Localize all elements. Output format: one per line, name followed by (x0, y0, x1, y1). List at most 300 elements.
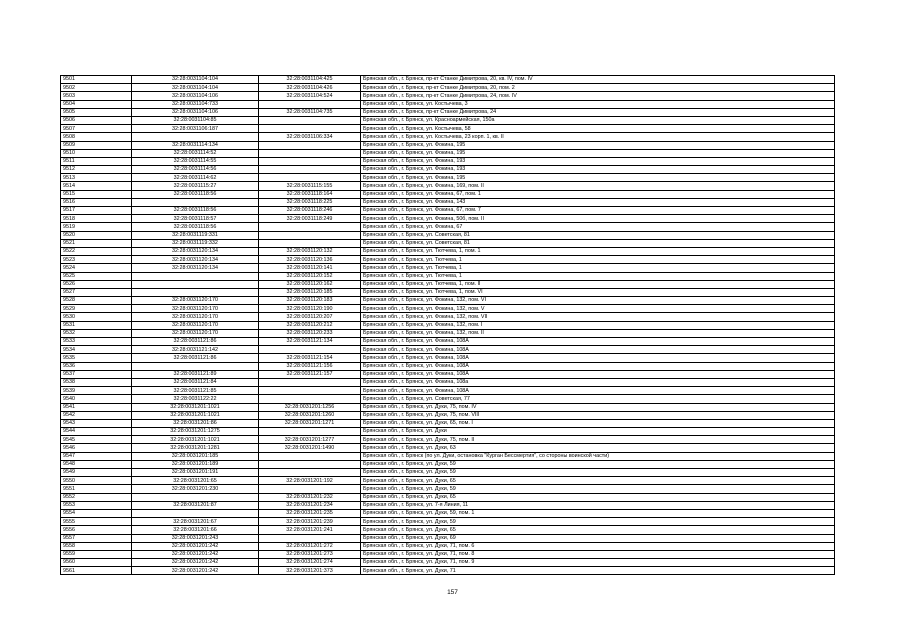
object-cadastral-number-cell: 32:28:0031201:274 (259, 559, 361, 567)
table-row (61, 378, 835, 386)
address-cell: Брянская обл., г. Брянск, ул. Дуки, 65 (361, 526, 835, 534)
row-number-cell: 9514 (61, 182, 132, 190)
object-cadastral-number-cell: 32:28:0031120:141 (259, 264, 361, 272)
table-row (61, 247, 835, 255)
object-cadastral-number-cell: 32:28:0031201:1260 (259, 411, 361, 419)
address-cell: Брянская обл., г. Брянск, ул. Фокина, 67, пом. 7 (361, 207, 835, 215)
row-number-cell: 9547 (61, 452, 132, 460)
row-number-cell: 9539 (61, 387, 132, 395)
table-row (61, 354, 835, 362)
table-row (61, 149, 835, 157)
object-cadastral-number-cell: 32:28:0031118:246 (259, 207, 361, 215)
cadastral-number-cell: 32:28:0031121:84 (132, 378, 259, 386)
object-cadastral-number-cell: 32:28:0031201:239 (259, 518, 361, 526)
row-number-cell: 9521 (61, 239, 132, 247)
object-cadastral-number-cell (259, 157, 361, 165)
object-cadastral-number-cell: 32:28:0031120:152 (259, 272, 361, 280)
table-row (61, 370, 835, 378)
address-cell: Брянская обл., г. Брянск, ул. Дуки, 69 (361, 534, 835, 542)
cadastral-number-cell (132, 362, 259, 370)
address-cell: Брянская обл., г. Брянск, ул. Фокина, 132, пом. VII (361, 313, 835, 321)
address-cell: Брянская обл., г. Брянск, ул. Фокина, 169, пом. II (361, 182, 835, 190)
table-row (61, 559, 835, 567)
registry-table-body (61, 76, 835, 575)
address-cell: Брянская обл., г. Брянск, ул. Фокина, 108А (361, 362, 835, 370)
table-row (61, 182, 835, 190)
table-row (61, 477, 835, 485)
cadastral-number-cell: 32:28:0031201:189 (132, 460, 259, 468)
row-number-cell: 9543 (61, 419, 132, 427)
cadastral-number-cell: 32:28:0031121:142 (132, 346, 259, 354)
address-cell: Брянская обл., г. Брянск, ул. Фокина, 193 (361, 157, 835, 165)
table-row (61, 313, 835, 321)
cadastral-number-cell: 32:28:0031118:56 (132, 207, 259, 215)
table-row (61, 223, 835, 231)
cadastral-number-cell (132, 509, 259, 517)
address-cell: Брянская обл., г. Брянск, ул. Советская, 81 (361, 239, 835, 247)
row-number-cell: 9524 (61, 264, 132, 272)
table-row (61, 231, 835, 239)
address-cell: Брянская обл., г. Брянск, ул. Дуки, 71, пом. 9 (361, 559, 835, 567)
cadastral-number-cell: 32:28:0031201:185 (132, 452, 259, 460)
cadastral-number-cell: 32:28:0031118:56 (132, 190, 259, 198)
cadastral-number-cell: 32:28:0031104:85 (132, 116, 259, 124)
cadastral-number-cell: 32:28:0031119:332 (132, 239, 259, 247)
address-cell: Брянская обл., г. Брянск, ул. Дуки, 65, пом. I (361, 419, 835, 427)
object-cadastral-number-cell (259, 223, 361, 231)
row-number-cell: 9551 (61, 485, 132, 493)
table-row (61, 362, 835, 370)
object-cadastral-number-cell: 32:28:0031120:190 (259, 305, 361, 313)
row-number-cell: 9558 (61, 542, 132, 550)
object-cadastral-number-cell (259, 231, 361, 239)
address-cell: Брянская обл., г. Брянск, ул. Фокина, 108А (361, 346, 835, 354)
cadastral-number-cell: 32:28:0031201:1021 (132, 436, 259, 444)
address-cell: Брянская обл., г. Брянск, ул. Костычева, 58 (361, 125, 835, 133)
table-row (61, 338, 835, 346)
address-cell: Брянская обл., г. Брянск, пр-кт Станке Димитрова, 24 (361, 108, 835, 116)
address-cell: Брянская обл., г. Брянск, ул. Советская, 81 (361, 231, 835, 239)
cadastral-number-cell: 32:28:0031104:104 (132, 84, 259, 92)
address-cell: Брянская обл., г. Брянск, ул. Фокина, 108А (361, 370, 835, 378)
cadastral-number-cell: 32:28:0031201:243 (132, 534, 259, 542)
object-cadastral-number-cell: 32:28:0031201:232 (259, 493, 361, 501)
cadastral-number-cell: 32:28:0031120:134 (132, 256, 259, 264)
object-cadastral-number-cell: 32:28:0031201:1490 (259, 444, 361, 452)
cadastral-number-cell: 32:28:0031121:85 (132, 387, 259, 395)
row-number-cell: 9505 (61, 108, 132, 116)
row-number-cell: 9531 (61, 321, 132, 329)
table-row (61, 297, 835, 305)
address-cell: Брянская обл., г. Брянск, ул. Тютчева, 1 (361, 256, 835, 264)
cadastral-number-cell (132, 133, 259, 141)
cadastral-number-cell: 32:28:0031201:67 (132, 518, 259, 526)
table-row (61, 509, 835, 517)
object-cadastral-number-cell: 32:28:0031106:334 (259, 133, 361, 141)
row-number-cell: 9550 (61, 477, 132, 485)
object-cadastral-number-cell: 32:28:0031201:235 (259, 509, 361, 517)
cadastral-number-cell: 32:28:0031201:65 (132, 477, 259, 485)
cadastral-number-cell: 32:28:0031114:52 (132, 149, 259, 157)
cadastral-number-cell: 32:28:0031201:1281 (132, 444, 259, 452)
object-cadastral-number-cell: 32:28:0031201:273 (259, 550, 361, 558)
table-row (61, 215, 835, 223)
object-cadastral-number-cell: 32:28:0031120:136 (259, 256, 361, 264)
address-cell: Брянская обл., г. Брянск, ул. Дуки, 59, пом. 1 (361, 509, 835, 517)
table-row (61, 288, 835, 296)
cadastral-number-cell: 32:28:0031201:242 (132, 542, 259, 550)
object-cadastral-number-cell: 32:28:0031118:225 (259, 198, 361, 206)
row-number-cell: 9512 (61, 166, 132, 174)
address-cell: Брянская обл., г. Брянск, ул. Дуки, 71, пом. 8 (361, 550, 835, 558)
cadastral-number-cell (132, 198, 259, 206)
address-cell: Брянская обл., г. Брянск, ул. Дуки, 65 (361, 493, 835, 501)
row-number-cell: 9525 (61, 272, 132, 280)
cadastral-number-cell: 32:28:0031118:57 (132, 215, 259, 223)
table-row (61, 526, 835, 534)
object-cadastral-number-cell (259, 387, 361, 395)
cadastral-number-cell: 32:28:0031201:242 (132, 559, 259, 567)
address-cell: Брянская обл., г. Брянск, ул. Дуки, 63 (361, 444, 835, 452)
cadastral-number-cell (132, 288, 259, 296)
row-number-cell: 9537 (61, 370, 132, 378)
table-row (61, 452, 835, 460)
object-cadastral-number-cell (259, 166, 361, 174)
table-row (61, 198, 835, 206)
cadastral-number-cell: 32:28:0031121:86 (132, 338, 259, 346)
cadastral-number-cell: 32:28:0031106:187 (132, 125, 259, 133)
object-cadastral-number-cell: 32:28:0031104:735 (259, 108, 361, 116)
row-number-cell: 9506 (61, 116, 132, 124)
table-row (61, 125, 835, 133)
row-number-cell: 9549 (61, 469, 132, 477)
row-number-cell: 9529 (61, 305, 132, 313)
address-cell: Брянская обл., г. Брянск, ул. Дуки, 59 (361, 485, 835, 493)
address-cell: Брянская обл., г. Брянск, ул. Фокина, 132, пом. VI (361, 297, 835, 305)
object-cadastral-number-cell: 32:28:0031121:154 (259, 354, 361, 362)
object-cadastral-number-cell: 32:28:0031104:426 (259, 84, 361, 92)
row-number-cell: 9542 (61, 411, 132, 419)
cadastral-number-cell: 32:28:0031120:170 (132, 305, 259, 313)
address-cell: Брянская обл., г. Брянск, ул. Фокина, 50б, пом. II (361, 215, 835, 223)
page-number: 157 (447, 589, 458, 596)
object-cadastral-number-cell (259, 469, 361, 477)
table-row (61, 411, 835, 419)
table-row (61, 534, 835, 542)
cadastral-number-cell: 32:28:0031120:134 (132, 247, 259, 255)
cadastral-number-cell: 32:28:0031114:56 (132, 166, 259, 174)
cadastral-number-cell: 32:28:0031119:331 (132, 231, 259, 239)
row-number-cell: 9541 (61, 403, 132, 411)
table-row (61, 305, 835, 313)
object-cadastral-number-cell (259, 346, 361, 354)
row-number-cell: 9520 (61, 231, 132, 239)
table-row (61, 272, 835, 280)
object-cadastral-number-cell: 32:28:0031120:212 (259, 321, 361, 329)
object-cadastral-number-cell (259, 149, 361, 157)
object-cadastral-number-cell: 32:28:0031201:1277 (259, 436, 361, 444)
cadastral-number-cell: 32:28:0031121:89 (132, 370, 259, 378)
cadastral-number-cell: 32:28:0031104:106 (132, 92, 259, 100)
table-row (61, 460, 835, 468)
object-cadastral-number-cell: 32:28:0031120:162 (259, 280, 361, 288)
table-row (61, 256, 835, 264)
row-number-cell: 9501 (61, 76, 132, 84)
table-row (61, 485, 835, 493)
table-row (61, 166, 835, 174)
object-cadastral-number-cell: 32:28:0031201:272 (259, 542, 361, 550)
cadastral-number-cell: 32:28:0031201:1021 (132, 403, 259, 411)
row-number-cell: 9555 (61, 518, 132, 526)
table-row (61, 207, 835, 215)
cadastral-number-cell (132, 272, 259, 280)
address-cell: Брянская обл., г. Брянск, ул. Советская, 77 (361, 395, 835, 403)
cadastral-number-cell: 32:28:0031104:106 (132, 108, 259, 116)
address-cell: Брянская обл., г. Брянск, ул. Фокина, 195 (361, 141, 835, 149)
row-number-cell: 9546 (61, 444, 132, 452)
row-number-cell: 9532 (61, 329, 132, 337)
object-cadastral-number-cell (259, 141, 361, 149)
row-number-cell: 9556 (61, 526, 132, 534)
address-cell: Брянская обл., г. Брянск, ул. Фокина, 143 (361, 198, 835, 206)
cadastral-number-cell: 32:28:0031201:191 (132, 469, 259, 477)
table-row (61, 108, 835, 116)
object-cadastral-number-cell (259, 452, 361, 460)
address-cell: Брянская обл., г. Брянск, ул. Дуки, 59 (361, 518, 835, 526)
cadastral-number-cell: 32:28:0031114:62 (132, 174, 259, 182)
table-row (61, 346, 835, 354)
address-cell: Брянская обл., г. Брянск, ул. Фокина, 132, пом. V (361, 305, 835, 313)
table-row (61, 387, 835, 395)
object-cadastral-number-cell (259, 116, 361, 124)
address-cell: Брянская обл., г. Брянск, ул. Дуки, 59 (361, 469, 835, 477)
cadastral-number-cell: 32:28:0031201:86 (132, 419, 259, 427)
address-cell: Брянская обл., г. Брянск, ул. Дуки (361, 428, 835, 436)
address-cell: Брянская обл., г. Брянск, ул. Фокина, 132, пом. II (361, 329, 835, 337)
address-cell: Брянская обл., г. Брянск, ул. Дуки, 75, пом. IV (361, 403, 835, 411)
row-number-cell: 9526 (61, 280, 132, 288)
row-number-cell: 9516 (61, 198, 132, 206)
object-cadastral-number-cell: 32:28:0031104:425 (259, 76, 361, 84)
row-number-cell: 9540 (61, 395, 132, 403)
table-row (61, 190, 835, 198)
row-number-cell: 9534 (61, 346, 132, 354)
cadastral-number-cell: 32:28:0031120:170 (132, 321, 259, 329)
cadastral-number-cell: 32:28:0031120:170 (132, 329, 259, 337)
cadastral-number-cell: 32:28:0031104:733 (132, 100, 259, 108)
address-cell: Брянская обл., г. Брянск, ул. Дуки, 71, пом. 6 (361, 542, 835, 550)
table-row (61, 542, 835, 550)
table-row (61, 444, 835, 452)
object-cadastral-number-cell: 32:28:0031120:183 (259, 297, 361, 305)
row-number-cell: 9557 (61, 534, 132, 542)
row-number-cell: 9502 (61, 84, 132, 92)
object-cadastral-number-cell: 32:28:0031121:156 (259, 362, 361, 370)
row-number-cell: 9513 (61, 174, 132, 182)
address-cell: Брянская обл., г. Брянск, пр-кт Станке Димитрова, 24, пом. IV (361, 92, 835, 100)
object-cadastral-number-cell: 32:28:0031201:373 (259, 567, 361, 575)
cadastral-number-cell: 32:28:0031114:55 (132, 157, 259, 165)
address-cell: Брянская обл., г. Брянск, ул. Дуки, 65 (361, 477, 835, 485)
table-row (61, 567, 835, 575)
row-number-cell: 9533 (61, 338, 132, 346)
table-row (61, 321, 835, 329)
row-number-cell: 9553 (61, 501, 132, 509)
object-cadastral-number-cell: 32:28:0031115:155 (259, 182, 361, 190)
address-cell: Брянская обл., г. Брянск, ул. Фокина, 108а (361, 378, 835, 386)
row-number-cell: 9503 (61, 92, 132, 100)
address-cell: Брянская обл., г. Брянск, ул. 7-я Линия, 11 (361, 501, 835, 509)
table-row (61, 436, 835, 444)
address-cell: Брянская обл., г. Брянск, ул. Фокина, 195 (361, 149, 835, 157)
row-number-cell: 9527 (61, 288, 132, 296)
table-row (61, 174, 835, 182)
table-row (61, 157, 835, 165)
row-number-cell: 9509 (61, 141, 132, 149)
cadastral-number-cell: 32:28:0031201:230 (132, 485, 259, 493)
address-cell: Брянская обл., г. Брянск, ул. Фокина, 108А (361, 338, 835, 346)
cadastral-number-cell: 32:28:0031120:170 (132, 297, 259, 305)
cadastral-number-cell: 32:28:0031114:134 (132, 141, 259, 149)
cadastral-number-cell: 32:28:0031201:1275 (132, 428, 259, 436)
table-row (61, 501, 835, 509)
row-number-cell: 9554 (61, 509, 132, 517)
cadastral-number-cell: 32:28:0031115:27 (132, 182, 259, 190)
row-number-cell: 9523 (61, 256, 132, 264)
row-number-cell: 9515 (61, 190, 132, 198)
table-row (61, 92, 835, 100)
row-number-cell: 9538 (61, 378, 132, 386)
address-cell: Брянская обл., г. Брянск, ул. Костычева, 23 корп. 1, кв. II (361, 133, 835, 141)
table-row (61, 428, 835, 436)
row-number-cell: 9560 (61, 559, 132, 567)
table-row (61, 403, 835, 411)
cadastral-number-cell: 32:28:0031201:87 (132, 501, 259, 509)
table-row (61, 518, 835, 526)
object-cadastral-number-cell: 32:28:0031120:185 (259, 288, 361, 296)
cadastral-number-cell (132, 493, 259, 501)
address-cell: Брянская обл., г. Брянск, ул. Фокина, 67, пом. 1 (361, 190, 835, 198)
address-cell: Брянская обл., г. Брянск, ул. Дуки, 75, пом. VIII (361, 411, 835, 419)
address-cell: Брянская обл., г. Брянск, ул. Фокина, 195 (361, 174, 835, 182)
object-cadastral-number-cell: 32:28:0031201:234 (259, 501, 361, 509)
object-cadastral-number-cell: 32:28:0031118:164 (259, 190, 361, 198)
object-cadastral-number-cell (259, 378, 361, 386)
cadastral-number-cell: 32:28:0031201:66 (132, 526, 259, 534)
cadastral-number-cell (132, 280, 259, 288)
object-cadastral-number-cell (259, 534, 361, 542)
cadastral-number-cell: 32:28:0031121:86 (132, 354, 259, 362)
address-cell: Брянская обл., г. Брянск, ул. Тютчева, 1, пом. II (361, 280, 835, 288)
row-number-cell: 9528 (61, 297, 132, 305)
table-row (61, 329, 835, 337)
row-number-cell: 9530 (61, 313, 132, 321)
object-cadastral-number-cell: 32:28:0031118:249 (259, 215, 361, 223)
row-number-cell: 9508 (61, 133, 132, 141)
address-cell: Брянская обл., г. Брянск, ул. Тютчева, 1, пом. VI (361, 288, 835, 296)
cadastral-number-cell: 32:28:0031201:242 (132, 567, 259, 575)
address-cell: Брянская обл., г. Брянск, ул. Фокина, 108А (361, 387, 835, 395)
object-cadastral-number-cell (259, 428, 361, 436)
object-cadastral-number-cell (259, 174, 361, 182)
table-row (61, 84, 835, 92)
address-cell: Брянская обл., г. Брянск, ул. Фокина, 67 (361, 223, 835, 231)
object-cadastral-number-cell (259, 239, 361, 247)
row-number-cell: 9519 (61, 223, 132, 231)
address-cell: Брянская обл., г. Брянск, ул. Тютчева, 1 (361, 264, 835, 272)
row-number-cell: 9518 (61, 215, 132, 223)
address-cell: Брянская обл., г. Брянск, пр-кт Станке Димитрова, 20, кв. IV, пом. IV (361, 76, 835, 84)
cadastral-number-cell: 32:28:0031120:134 (132, 264, 259, 272)
row-number-cell: 9536 (61, 362, 132, 370)
row-number-cell: 9559 (61, 550, 132, 558)
address-cell: Брянская обл., г. Брянск, ул. Красноармейская, 150а (361, 116, 835, 124)
address-cell: Брянская обл., г. Брянск, ул. Тютчева, 1 (361, 272, 835, 280)
object-cadastral-number-cell: 32:28:0031201:1271 (259, 419, 361, 427)
table-row (61, 493, 835, 501)
table-row (61, 141, 835, 149)
object-cadastral-number-cell (259, 125, 361, 133)
object-cadastral-number-cell (259, 460, 361, 468)
row-number-cell: 9561 (61, 567, 132, 575)
object-cadastral-number-cell (259, 100, 361, 108)
address-cell: Брянская обл., г. Брянск, ул. Дуки, 75, пом. II (361, 436, 835, 444)
object-cadastral-number-cell: 32:28:0031104:524 (259, 92, 361, 100)
object-cadastral-number-cell: 32:28:0031120:207 (259, 313, 361, 321)
row-number-cell: 9510 (61, 149, 132, 157)
object-cadastral-number-cell: 32:28:0031201:241 (259, 526, 361, 534)
row-number-cell: 9535 (61, 354, 132, 362)
row-number-cell: 9548 (61, 460, 132, 468)
object-cadastral-number-cell (259, 485, 361, 493)
table-row (61, 133, 835, 141)
address-cell: Брянская обл., г. Брянск, ул. Фокина, 193 (361, 166, 835, 174)
table-row (61, 419, 835, 427)
row-number-cell: 9522 (61, 247, 132, 255)
row-number-cell: 9545 (61, 436, 132, 444)
address-cell: Брянская обл., г. Брянск, ул. Фокина, 108А (361, 354, 835, 362)
object-cadastral-number-cell: 32:28:0031201:192 (259, 477, 361, 485)
address-cell: Брянская обл., г. Брянск, ул. Тютчева, 1, пом. 1 (361, 247, 835, 255)
cadastral-number-cell: 32:28:0031118:56 (132, 223, 259, 231)
object-cadastral-number-cell: 32:28:0031121:134 (259, 338, 361, 346)
table-row (61, 280, 835, 288)
object-cadastral-number-cell: 32:28:0031201:1256 (259, 403, 361, 411)
table-row (61, 100, 835, 108)
row-number-cell: 9517 (61, 207, 132, 215)
table-row (61, 469, 835, 477)
object-cadastral-number-cell: 32:28:0031121:157 (259, 370, 361, 378)
cadastral-number-cell: 32:28:0031122:22 (132, 395, 259, 403)
table-row (61, 239, 835, 247)
object-cadastral-number-cell (259, 395, 361, 403)
table-row (61, 76, 835, 84)
table-row (61, 550, 835, 558)
cadastral-number-cell: 32:28:0031201:242 (132, 550, 259, 558)
address-cell: Брянская обл., г. Брянск, ул. Костычева, 3 (361, 100, 835, 108)
row-number-cell: 9504 (61, 100, 132, 108)
table-row (61, 116, 835, 124)
address-cell: Брянская обл., г. Брянск, ул. Фокина, 132, пом. I (361, 321, 835, 329)
cadastral-number-cell: 32:28:0031104:104 (132, 76, 259, 84)
object-cadastral-number-cell: 32:28:0031120:132 (259, 247, 361, 255)
address-cell: Брянская обл., г. Брянск, ул. Дуки, 59 (361, 460, 835, 468)
cadastral-number-cell: 32:28:0031201:1021 (132, 411, 259, 419)
row-number-cell: 9507 (61, 125, 132, 133)
address-cell: Брянская обл., г. Брянск, ул. Дуки, 71 (361, 567, 835, 575)
row-number-cell: 9511 (61, 157, 132, 165)
table-row (61, 395, 835, 403)
